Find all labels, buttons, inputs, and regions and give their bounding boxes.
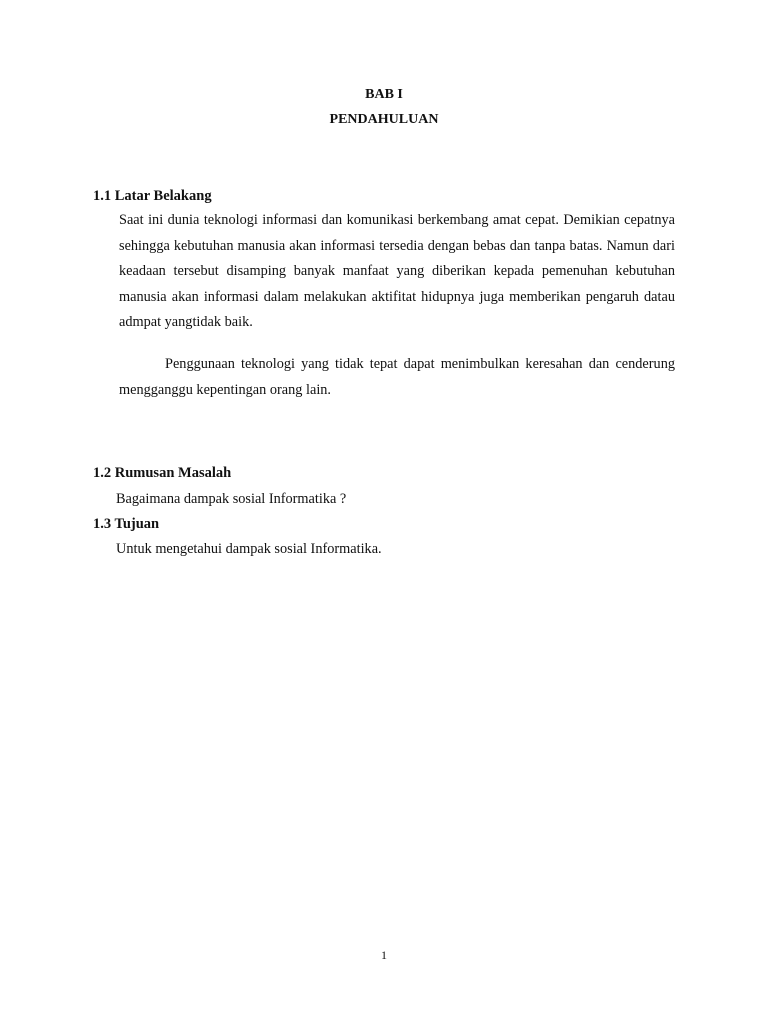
paragraph-latar-belakang-2: Penggunaan teknologi yang tidak tepat dapat menimbulkan keresahan dan cenderung mengganggu kepentingan orang lain.: [119, 356, 675, 398]
paragraph-tujuan: Untuk mengetahui dampak sosial Informatika.: [116, 541, 382, 557]
chapter-number: BAB I: [365, 87, 403, 102]
chapter-title: PENDAHULUAN: [329, 112, 439, 127]
section-heading-latar-belakang: 1.1 Latar Belakang: [93, 188, 212, 204]
paragraph-latar-belakang-1: Saat ini dunia teknologi informasi dan komunikasi berkembang amat cepat. Demikian cepatnya sehingga kebutuhan manusia akan informasi tersedia dengan bebas dan tanpa batas. Namun dari keadaan tersebut disamping banyak manfaat yang diberikan kepada pemenuhan kebutuhan manusia akan informasi dalam melakukan aktifitat hidupnya juga memberikan pengaruh datau admpat yangtidak baik.: [119, 212, 675, 330]
paragraph-rumusan-masalah: Bagaimana dampak sosial Informatika ?: [116, 491, 347, 507]
page-number: 1: [381, 948, 387, 962]
section-heading-tujuan: 1.3 Tujuan: [93, 516, 160, 532]
section-heading-rumusan-masalah: 1.2 Rumusan Masalah: [93, 465, 232, 481]
